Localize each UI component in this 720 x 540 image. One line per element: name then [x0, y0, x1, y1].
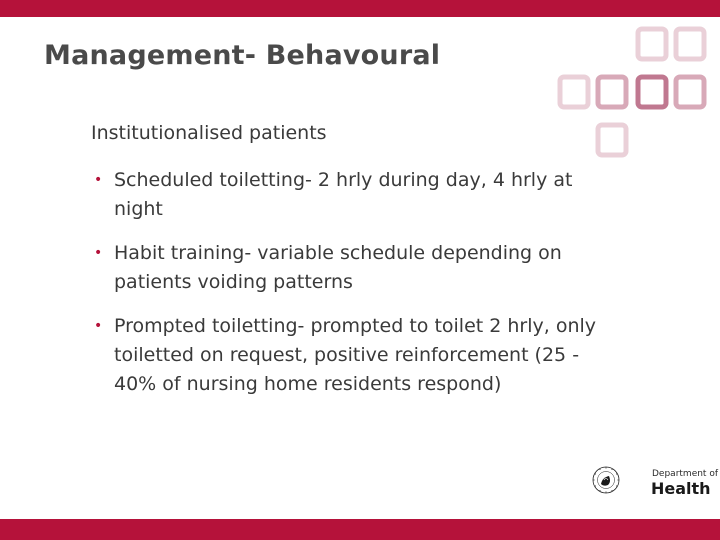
slide-title: Management- Behavoural: [44, 40, 441, 71]
deco-square: [676, 29, 704, 59]
wa-government-seal-icon: [590, 450, 650, 510]
bullet-marker: •: [94, 172, 103, 188]
bullet-item: [92, 239, 692, 297]
top-band: [0, 0, 720, 17]
bullet-marker: •: [94, 318, 103, 334]
bullet-list: [92, 166, 692, 414]
bullet-line: toiletted on request, positive reinforcement (25 -: [114, 344, 580, 366]
bottom-band: [0, 519, 720, 540]
deco-square: [598, 125, 626, 155]
logo-department-label: Department of: [652, 469, 718, 479]
bullet-marker: •: [94, 245, 103, 261]
bullet-line: patients voiding patterns: [114, 271, 353, 293]
logo-health-label: Health: [651, 479, 711, 498]
bullet-item: [92, 166, 692, 224]
slide-subtitle: Institutionalised patients: [91, 122, 327, 144]
deco-square: [638, 77, 666, 107]
deco-square: [638, 29, 666, 59]
deco-square: [598, 77, 626, 107]
bullet-line: 40% of nursing home residents respond): [114, 373, 502, 395]
deco-square: [560, 77, 588, 107]
decorative-squares: [555, 24, 715, 164]
bullet-line: Prompted toiletting- prompted to toilet 2 hrly, only: [114, 315, 597, 337]
bullet-line: Habit training- variable schedule depending on: [114, 242, 562, 264]
bullet-line: Scheduled toiletting- 2 hrly during day, 4 hrly at: [114, 169, 573, 191]
deco-square: [676, 77, 704, 107]
bullet-line: night: [114, 198, 163, 220]
bullet-item: [92, 312, 692, 399]
